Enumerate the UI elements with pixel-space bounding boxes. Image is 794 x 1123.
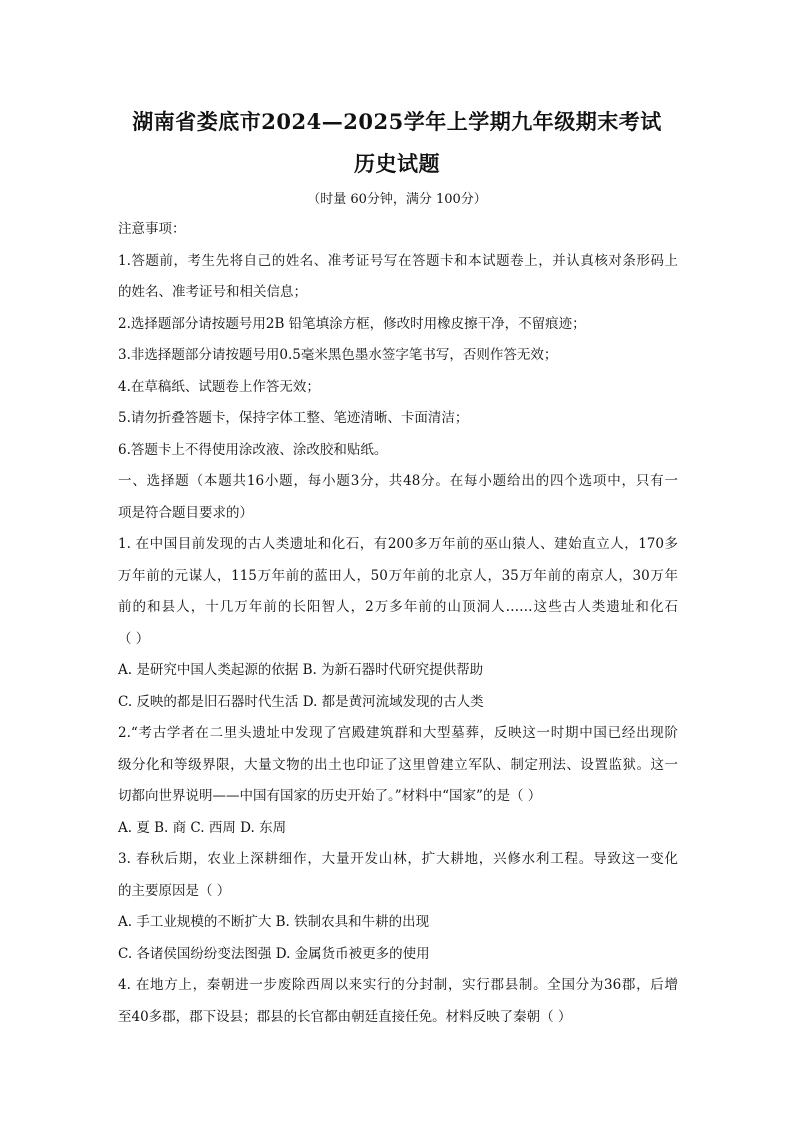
question-2-text: 级分化和等级界限，大量文物的出土也印证了这里曾建立军队、制定刑法、设置监狱。这一 [118, 756, 678, 773]
notice-item: 6.答题卡上不得使用涂改液、涂改胶和贴纸。 [118, 441, 388, 458]
question-2-text: 切都向世界说明——中国有国家的历史开始了。”材料中“国家”的是（ ） [118, 788, 542, 804]
question-4-text: 至40多郡，郡下设县；郡县的长官都由朝廷直接任免。材料反映了秦朝（ ） [118, 1008, 572, 1025]
notice-item: 2.选择题部分请按题号用2B 铅笔填涂方框，修改时用橡皮擦干净，不留痕迹； [118, 315, 586, 332]
exam-body [118, 214, 678, 1033]
section-heading: 项是符合题目要求的） [118, 504, 253, 521]
question-3-text: 的主要原因是（ ） [118, 882, 231, 899]
question-1-text: 万年前的元谋人，115万年前的蓝田人，50万年前的北京人，35万年前的南京人，30万年 [118, 567, 678, 584]
notice-item: 3.非选择题部分请按题号用0.5毫米黑色墨水签字笔书写，否则作答无效； [118, 347, 558, 363]
question-1-options: C. 反映的都是旧石器时代生活 D. 都是黄河流域发现的古人类 [118, 693, 484, 710]
exam-title: 湖南省娄底市2024—2025学年上学期九年级期末考试 [132, 109, 662, 134]
notice-heading: 注意事项： [118, 221, 186, 237]
question-3-options: A. 手工业规模的不断扩大 B. 铁制农具和牛耕的出现 [118, 914, 430, 930]
question-1-text: 前的和县人，十几万年前的长阳智人，2万多年前的山顶洞人……这些古人类遗址和化石 [118, 599, 678, 615]
exam-subtitle: 历史试题 [354, 151, 440, 176]
notice-item: 5.请勿折叠答题卡，保持字体工整、笔迹清晰、卡面清洁； [118, 410, 469, 426]
notice-item: 4.在草稿纸、试题卷上作答无效； [118, 378, 320, 395]
notice-item: 的姓名、准考证号和相关信息； [118, 284, 307, 300]
question-2-options: A. 夏 B. 商 C. 西周 D. 东周 [118, 819, 287, 836]
notice-item: 1.答题前，考生先将自己的姓名、准考证号写在答题卡和本试题卷上，并认真核对条形码上 [118, 252, 678, 269]
exam-time-score: （时量 60分钟，满分 100分） [307, 192, 487, 207]
question-4-text: 4. 在地方上，秦朝进一步废除西周以来实行的分封制，实行郡县制。全国分为36郡，后增 [118, 977, 678, 993]
question-3-options: C. 各诸侯国纷纷变法图强 D. 金属货币被更多的使用 [118, 945, 430, 962]
section-heading: 一、选择题（本题共16小题，每小题3分，共48分。在每小题给出的四个选项中，只有一 [118, 473, 678, 489]
question-2-text: 2.“考古学者在二里头遗址中发现了宫殿建筑群和大型墓葬，反映这一时期中国已经出现阶 [118, 725, 678, 741]
question-1-options: A. 是研究中国人类起源的依据 B. 为新石器时代研究提供帮助 [118, 662, 484, 678]
question-1-blank: （ ） [118, 630, 150, 647]
question-1-text: 1. 在中国目前发现的古人类遗址和化石，有200多万年前的巫山猿人、建始直立人，170多 [118, 536, 678, 552]
question-3-text: 3. 春秋后期，农业上深耕细作，大量开发山林，扩大耕地，兴修水利工程。导致这一变化 [118, 851, 678, 867]
